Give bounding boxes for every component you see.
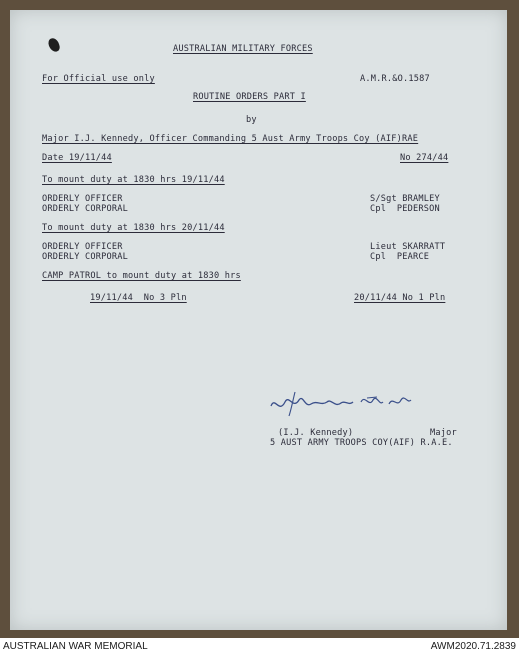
patrol-heading: CAMP PATROL to mount duty at 1830 hrs [42,271,241,281]
duty2-corporal-label: ORDERLY CORPORAL [42,252,128,262]
signatory-rank: Major [430,428,457,438]
duty1-corporal-name: Cpl PEDERSON [370,204,440,214]
order-date: Date 19/11/44 [42,153,112,163]
duty1-officer-label: ORDERLY OFFICER [42,194,123,204]
duty1-corporal-label: ORDERLY CORPORAL [42,204,128,214]
doc-header: AUSTRALIAN MILITARY FORCES [173,44,313,54]
order-number: No 274/44 [400,153,449,163]
patrol-left: 19/11/44 No 3 Pln [90,293,187,303]
reference-number: A.M.R.&O.1587 [360,74,430,84]
doc-title: ROUTINE ORDERS PART I [193,92,306,102]
duty1-heading: To mount duty at 1830 hrs 19/11/44 [42,175,225,185]
signatory-unit: 5 AUST ARMY TROOPS COY(AIF) R.A.E. [270,438,453,448]
duty2-corporal-name: Cpl PEARCE [370,252,430,262]
by-line: by [246,115,257,125]
duty2-heading: To mount duty at 1830 hrs 20/11/44 [42,223,225,233]
classification: For Official use only [42,74,155,84]
patrol-right: 20/11/44 No 1 Pln [354,293,446,303]
handwritten-signature [265,388,415,418]
signatory-name: (I.J. Kennedy) [278,428,354,438]
duty1-officer-name: S/Sgt BRAMLEY [370,194,440,204]
issuer: Major I.J. Kennedy, Officer Commanding 5 Aust Army Troops Coy (AIF)RAE [42,134,419,144]
footer-institution: AUSTRALIAN WAR MEMORIAL [3,641,148,652]
document-page [10,10,507,630]
footer-accession-number: AWM2020.71.2839 [430,641,516,652]
duty2-officer-name: Lieut SKARRATT [370,242,446,252]
duty2-officer-label: ORDERLY OFFICER [42,242,123,252]
